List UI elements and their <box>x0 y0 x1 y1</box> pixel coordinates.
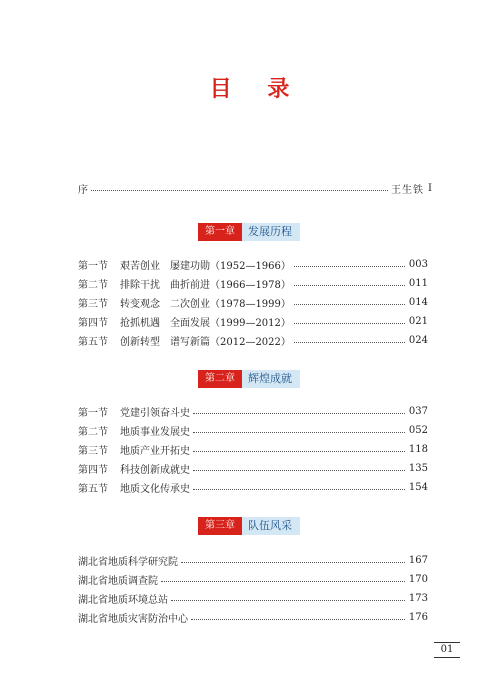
section-number: 第五节 <box>78 483 108 495</box>
entry-title: 湖北省地质调查院 <box>78 575 158 587</box>
toc-entry[interactable] <box>78 571 428 587</box>
page-number: 003 <box>408 258 428 270</box>
toc-entry[interactable] <box>78 294 428 310</box>
entry-title: 抢抓机遇 全面发展（1999—2012） <box>120 317 291 329</box>
page-number: 176 <box>408 611 428 623</box>
page-number: 154 <box>408 481 428 493</box>
entry-title: 科技创新成就史 <box>120 464 190 476</box>
page-number: 021 <box>408 315 428 327</box>
section-number: 第三节 <box>78 298 108 310</box>
toc-entry[interactable] <box>78 313 428 329</box>
toc-entry[interactable] <box>78 609 428 625</box>
entry-title: 湖北省地质灾害防治中心 <box>78 613 188 625</box>
entry-title: 湖北省地质环境总站 <box>78 594 168 606</box>
entry-title: 地质产业开拓史 <box>120 445 190 457</box>
entry-title: 转变观念 二次创业（1978—1999） <box>120 298 291 310</box>
toc-entry[interactable] <box>78 590 428 606</box>
leader-dots <box>193 470 405 471</box>
leader-dots <box>193 413 405 414</box>
page-number: 135 <box>408 462 428 474</box>
preface-page: Ⅰ <box>428 182 432 194</box>
chapter-name: 发展历程 <box>242 223 300 241</box>
toc-entry[interactable] <box>78 422 428 438</box>
chapter-heading-2 <box>198 370 300 388</box>
chapter-heading-1 <box>198 223 300 241</box>
chapter-number: 第三章 <box>198 517 242 535</box>
section-number: 第一节 <box>78 407 108 419</box>
toc-entry[interactable] <box>78 479 428 495</box>
page-title: 目 录 <box>209 76 304 102</box>
page-number: 167 <box>408 554 428 566</box>
chapter-number: 第二章 <box>198 370 242 388</box>
section-number: 第二节 <box>78 426 108 438</box>
leader-dots <box>294 323 405 324</box>
entry-title: 湖北省地质科学研究院 <box>78 556 178 568</box>
page-number: 011 <box>408 277 428 289</box>
entry-title: 创新转型 谱写新篇（2012—2022） <box>120 336 291 348</box>
page-number: 173 <box>408 592 428 604</box>
entry-title: 排除干扰 曲折前进（1966—1978） <box>120 279 291 291</box>
leader-dots <box>193 489 405 490</box>
toc-entry[interactable] <box>78 441 428 457</box>
section-number: 第一节 <box>78 260 108 272</box>
section-number: 第二节 <box>78 279 108 291</box>
leader-dots <box>294 342 405 343</box>
section-number: 第五节 <box>78 336 108 348</box>
leader-dots <box>181 562 405 563</box>
chapter-heading-3 <box>198 517 300 535</box>
section-number: 第四节 <box>78 317 108 329</box>
entry-title: 地质文化传承史 <box>120 483 190 495</box>
page-number: 170 <box>408 573 428 585</box>
leader-dots <box>294 304 405 305</box>
chapter-name: 辉煌成就 <box>242 370 300 388</box>
preface-label: 序 <box>78 184 88 196</box>
toc-entry-preface[interactable] <box>78 180 432 196</box>
entry-title: 地质事业发展史 <box>120 426 190 438</box>
page-number: 118 <box>408 443 428 455</box>
page-folio: 01 <box>434 642 460 658</box>
leader-dots <box>193 432 405 433</box>
toc-entry[interactable] <box>78 460 428 476</box>
leader-dots <box>91 190 388 191</box>
toc-entry[interactable] <box>78 552 428 568</box>
section-number: 第四节 <box>78 464 108 476</box>
toc-entry[interactable] <box>78 403 428 419</box>
leader-dots <box>191 619 405 620</box>
page-number: 024 <box>408 334 428 346</box>
toc-entry[interactable] <box>78 332 428 348</box>
toc-entry[interactable] <box>78 275 428 291</box>
entry-title: 艰苦创业 屡建功勋（1952—1966） <box>120 260 291 272</box>
page-number: 014 <box>408 296 428 308</box>
page-number: 052 <box>408 424 428 436</box>
chapter-number: 第一章 <box>198 223 242 241</box>
page-number: 037 <box>408 405 428 417</box>
preface-author: 王生铁 <box>391 184 425 196</box>
leader-dots <box>161 581 405 582</box>
leader-dots <box>193 451 405 452</box>
chapter-name: 队伍风采 <box>242 517 300 535</box>
entry-title: 党建引领奋斗史 <box>120 407 190 419</box>
leader-dots <box>294 266 405 267</box>
leader-dots <box>294 285 405 286</box>
leader-dots <box>171 600 405 601</box>
toc-entry[interactable] <box>78 256 428 272</box>
section-number: 第三节 <box>78 445 108 457</box>
